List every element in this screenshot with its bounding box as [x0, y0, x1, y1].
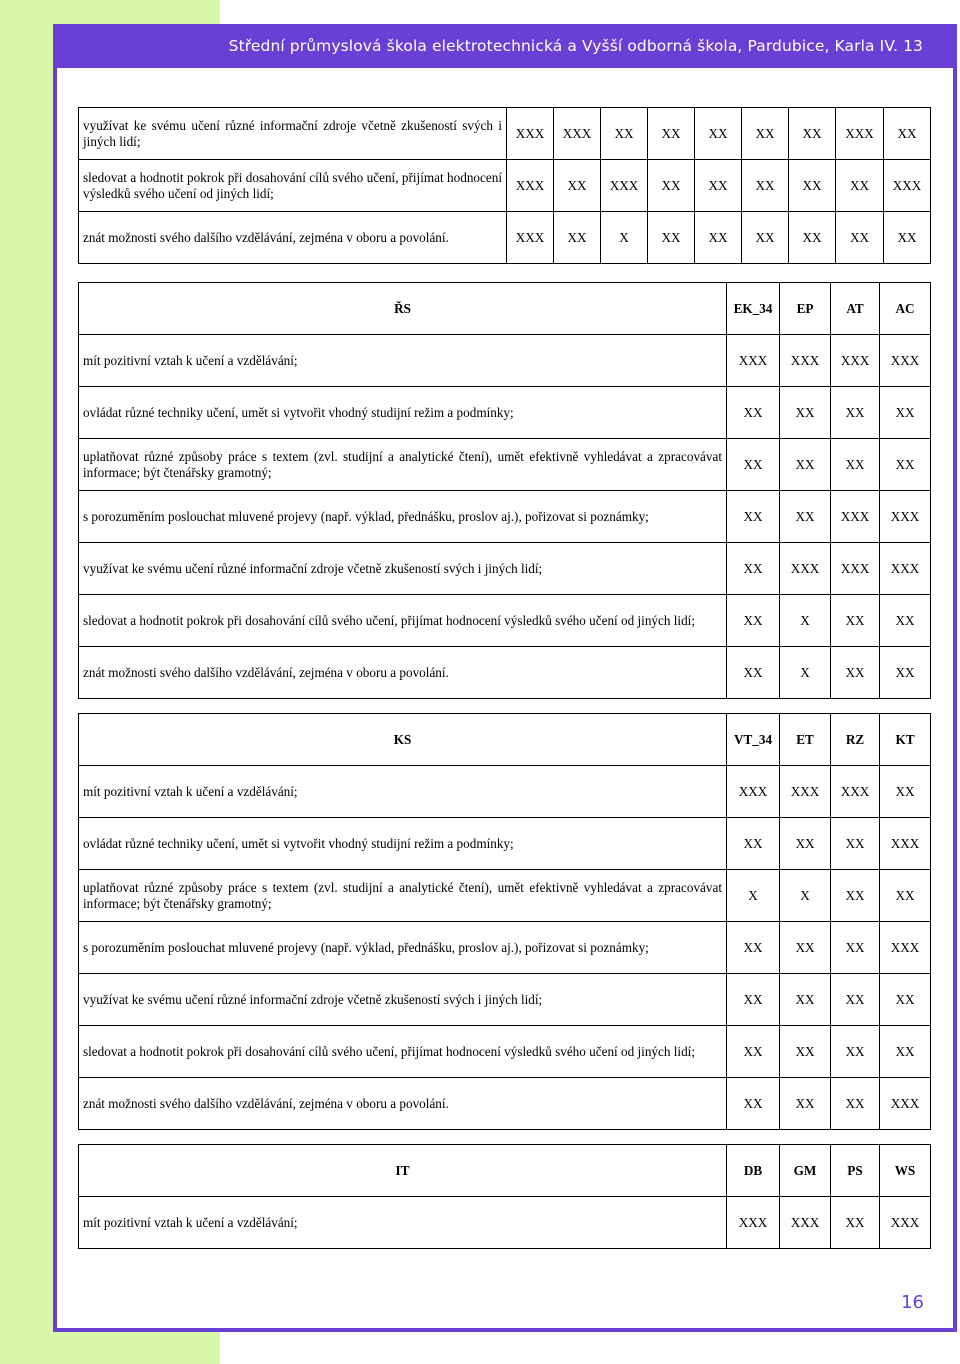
competency-level: XX [836, 212, 884, 264]
school-header: Střední průmyslová škola elektrotechnická a Vyšší odborná škola, Pardubice, Karla IV. 13 [53, 24, 957, 68]
competency-level: XX [727, 818, 780, 870]
table-row [79, 1026, 931, 1078]
competency-description: mít pozitivní vztah k učení a vzdělávání; [79, 1197, 727, 1249]
competency-level: XX [789, 108, 836, 160]
competency-level: XX [780, 1026, 831, 1078]
competency-level: XXX [880, 818, 931, 870]
subject-code: ET [780, 714, 831, 766]
competency-description: sledovat a hodnotit pokrok při dosahování cílů svého učení, přijímat hodnocení výsledků svého učení od jiných lidí; [79, 595, 727, 647]
table-row [79, 766, 931, 818]
subject-code: DB [727, 1145, 780, 1197]
competency-level: XX [884, 108, 931, 160]
table-header-row [79, 1145, 931, 1197]
competency-level: XXX [780, 543, 831, 595]
competency-level: XX [789, 160, 836, 212]
competency-level: XX [831, 1026, 880, 1078]
subject-code: EK_34 [727, 283, 780, 335]
table-row [79, 160, 931, 212]
competency-level: XX [831, 387, 880, 439]
competency-level: XX [831, 1197, 880, 1249]
competency-description: uplatňovat různé způsoby práce s textem (zvl. studijní a analytické čtení), umět efektivně vyhledávat a zpracovávat informace; být čtenářsky gramotný; [79, 439, 727, 491]
competency-level: XXX [554, 108, 601, 160]
table-row [79, 335, 931, 387]
competency-level: XX [831, 595, 880, 647]
competency-level: XXX [601, 160, 648, 212]
competency-level: XXX [780, 1197, 831, 1249]
competency-description: znát možnosti svého dalšího vzdělávání, zejména v oboru a povolání. [79, 647, 727, 699]
table-row [79, 1078, 931, 1130]
competency-level: XX [554, 160, 601, 212]
competency-level: XX [884, 212, 931, 264]
competency-level: XX [727, 647, 780, 699]
competency-level: X [780, 647, 831, 699]
competency-level: XX [727, 1026, 780, 1078]
competency-level: X [780, 870, 831, 922]
competency-level: XX [727, 974, 780, 1026]
competency-level: XXX [831, 335, 880, 387]
competency-level: XX [780, 491, 831, 543]
competency-level: XX [780, 818, 831, 870]
competency-level: XX [601, 108, 648, 160]
competency-description: mít pozitivní vztah k učení a vzdělávání; [79, 335, 727, 387]
competency-level: XX [780, 974, 831, 1026]
competency-level: XX [789, 212, 836, 264]
competency-level: XX [880, 766, 931, 818]
table-title: ŘS [79, 283, 727, 335]
competency-level: XXX [727, 1197, 780, 1249]
competency-level: XXX [831, 766, 880, 818]
competency-level: XX [831, 1078, 880, 1130]
competency-level: XX [780, 387, 831, 439]
competency-description: ovládat různé techniky učení, umět si vytvořit vhodný studijní režim a podmínky; [79, 387, 727, 439]
competency-level: XXX [831, 491, 880, 543]
competency-description: využívat ke svému učení různé informační zdroje včetně zkušeností svých i jiných lidí; [79, 974, 727, 1026]
competency-level: XX [880, 387, 931, 439]
table-header-row [79, 283, 931, 335]
competency-level: XX [880, 1026, 931, 1078]
competency-level: XXX [880, 1078, 931, 1130]
competency-level: XX [727, 922, 780, 974]
competency-level: XXX [507, 160, 554, 212]
competency-description: sledovat a hodnotit pokrok při dosahování cílů svého učení, přijímat hodnocení výsledků svého učení od jiných lidí; [79, 160, 507, 212]
table-row [79, 1197, 931, 1249]
table-row [79, 439, 931, 491]
competency-level: XXX [507, 212, 554, 264]
subject-code: WS [880, 1145, 931, 1197]
competency-level: XX [780, 439, 831, 491]
competency-level: XX [727, 439, 780, 491]
table-row [79, 647, 931, 699]
competency-level: XX [727, 1078, 780, 1130]
table-row [79, 974, 931, 1026]
competency-level: XX [836, 160, 884, 212]
competency-description: s porozuměním poslouchat mluvené projevy (např. výklad, přednášku, proslov aj.), pořizovat si poznámky; [79, 491, 727, 543]
competency-level: XX [780, 922, 831, 974]
competency-level: XXX [880, 491, 931, 543]
competency-table-ks [78, 713, 931, 1130]
subject-code: AC [880, 283, 931, 335]
competency-level: XX [831, 922, 880, 974]
competency-level: XX [695, 212, 742, 264]
competency-level: XXX [884, 160, 931, 212]
competency-level: XX [831, 870, 880, 922]
competency-level: XX [742, 108, 789, 160]
competency-description: znát možnosti svého dalšího vzdělávání, zejména v oboru a povolání. [79, 212, 507, 264]
subject-code: EP [780, 283, 831, 335]
subject-code: GM [780, 1145, 831, 1197]
competency-level: XXX [880, 1197, 931, 1249]
subject-code: AT [831, 283, 880, 335]
competency-level: XXX [780, 335, 831, 387]
subject-code: PS [831, 1145, 880, 1197]
table-header-row [79, 714, 931, 766]
competency-level: XX [831, 974, 880, 1026]
competency-level: XXX [880, 922, 931, 974]
subject-code: VT_34 [727, 714, 780, 766]
table-title: KS [79, 714, 727, 766]
competency-level: XX [831, 439, 880, 491]
competency-level: XXX [836, 108, 884, 160]
competency-level: XXX [507, 108, 554, 160]
table-row [79, 595, 931, 647]
competency-level: XX [727, 543, 780, 595]
table-row [79, 543, 931, 595]
competency-level: XX [727, 595, 780, 647]
competency-level: XX [831, 818, 880, 870]
competency-level: XX [648, 108, 695, 160]
competency-level: XX [880, 439, 931, 491]
competency-description: s porozuměním poslouchat mluvené projevy (např. výklad, přednášku, proslov aj.), pořizovat si poznámky; [79, 922, 727, 974]
table-title: IT [79, 1145, 727, 1197]
competency-level: XX [831, 647, 880, 699]
subject-code: KT [880, 714, 931, 766]
competency-level: X [780, 595, 831, 647]
table-row [79, 491, 931, 543]
competency-level: XX [780, 1078, 831, 1130]
page-number: 16 [901, 1292, 924, 1313]
competency-description: využívat ke svému učení různé informační zdroje včetně zkušeností svých i jiných lidí; [79, 543, 727, 595]
competency-level: X [601, 212, 648, 264]
competency-table-rs [78, 282, 931, 699]
competency-level: XX [648, 160, 695, 212]
competency-description: využívat ke svému učení různé informační zdroje včetně zkušeností svých i jiných lidí; [79, 108, 507, 160]
competency-level: XX [880, 974, 931, 1026]
competency-level: XX [695, 108, 742, 160]
competency-description: ovládat různé techniky učení, umět si vytvořit vhodný studijní režim a podmínky; [79, 818, 727, 870]
competency-description: uplatňovat různé způsoby práce s textem (zvl. studijní a analytické čtení), umět efektivně vyhledávat a zpracovávat informace; být čtenářsky gramotný; [79, 870, 727, 922]
table-row [79, 212, 931, 264]
competency-level: XX [695, 160, 742, 212]
competency-description: znát možnosti svého dalšího vzdělávání, zejména v oboru a povolání. [79, 1078, 727, 1130]
table-row [79, 818, 931, 870]
table-row [79, 922, 931, 974]
competency-level: XX [648, 212, 695, 264]
competency-level: XX [742, 160, 789, 212]
competency-level: XX [727, 491, 780, 543]
competency-table-continued [78, 107, 931, 264]
competency-level: XXX [880, 543, 931, 595]
competency-level: XXX [780, 766, 831, 818]
table-row [79, 108, 931, 160]
competency-level: X [727, 870, 780, 922]
competency-level: XXX [727, 335, 780, 387]
table-row [79, 870, 931, 922]
competency-level: XX [727, 387, 780, 439]
competency-level: XX [742, 212, 789, 264]
competency-level: XX [880, 595, 931, 647]
competency-level: XX [880, 647, 931, 699]
competency-level: XXX [831, 543, 880, 595]
competency-level: XX [554, 212, 601, 264]
competency-level: XX [880, 870, 931, 922]
competency-level: XXX [727, 766, 780, 818]
table-row [79, 387, 931, 439]
competency-table-it [78, 1144, 931, 1249]
competency-level: XXX [880, 335, 931, 387]
competency-description: sledovat a hodnotit pokrok při dosahování cílů svého učení, přijímat hodnocení výsledků svého učení od jiných lidí; [79, 1026, 727, 1078]
subject-code: RZ [831, 714, 880, 766]
competency-description: mít pozitivní vztah k učení a vzdělávání; [79, 766, 727, 818]
